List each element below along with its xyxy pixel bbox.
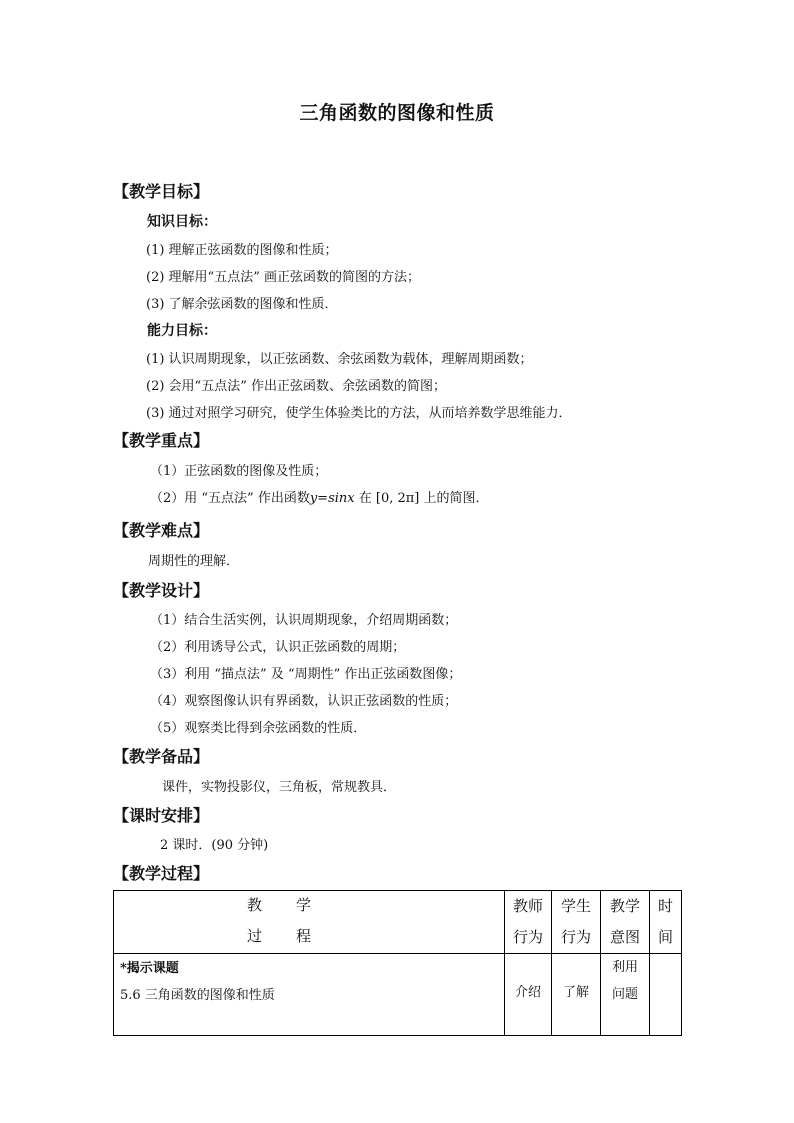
table-header-row [114,891,682,954]
intent-line2: 问题 [611,987,638,1002]
header-time-line1: 时 [657,897,673,915]
header-teacher-line2: 行为 [512,928,543,946]
row-section-title: *揭示课题 [120,961,179,976]
header-intent [601,891,650,954]
key-point-item [150,487,489,506]
design-item: （3）利用 “描点法” 及 “周期性” 作出正弦函数图像； [150,667,462,682]
materials-heading: 【教学备品】 [113,747,210,766]
teacher-cell: 介绍 [505,954,552,1036]
knowledge-heading: 知识目标： [147,214,217,230]
time-cell [650,954,682,1036]
key-point-suffix: 上的简图． [419,491,489,506]
header-process-line2: 过程 [247,927,346,945]
schedule-heading: 【课时安排】 [113,806,210,825]
process-table [113,890,682,1036]
objectives-heading: 【教学目标】 [113,182,210,201]
header-student-line2: 行为 [560,928,591,946]
ability-heading: 能力目标： [147,323,217,339]
header-process-line1: 教学 [247,896,346,914]
design-item: （1）结合生活实例，认识周期现象，介绍周期函数； [150,613,458,628]
header-teacher-line1: 教师 [512,897,543,915]
ability-item: (2) 会用“五点法” 作出正弦函数、余弦函数的简图； [146,379,446,394]
schedule-text: 2 课时．(90 分钟) [160,838,269,853]
knowledge-item: (1) 理解正弦函数的图像和性质； [146,243,338,258]
function-formula: y=sinx [309,491,355,506]
materials-text: 课件，实物投影仪，三角板，常规教具． [162,780,397,795]
header-intent-line2: 意图 [609,928,640,946]
knowledge-item: (3) 了解余弦函数的图像和性质． [146,297,338,312]
intent-cell [601,954,650,1036]
ability-item: (3) 通过对照学习研究，使学生体验类比的方法，从而培养数学思维能力． [146,406,572,421]
ability-item: (1) 认识周期现象，以正弦函数、余弦函数为载体，理解周期函数； [146,352,533,367]
design-item: （5）观察类比得到余弦函数的性质． [150,721,367,736]
key-point-mid: 在 [354,491,376,506]
header-intent-line1: 教学 [609,897,640,915]
student-cell: 了解 [552,954,601,1036]
header-teacher [505,891,552,954]
key-point-item: （1）正弦函数的图像及性质； [150,464,328,479]
knowledge-item: (2) 理解用“五点法” 画正弦函数的简图的方法； [146,270,420,285]
design-item: （4）观察图像认识有界函数，认识正弦函数的性质； [150,694,458,709]
header-student [552,891,601,954]
difficulty-text: 周期性的理解． [148,554,240,569]
page-title: 三角函数的图像和性质 [299,102,495,124]
intent-line1: 利用 [611,960,638,975]
process-cell [114,954,505,1036]
table-row [114,954,682,1036]
design-item: （2）利用诱导公式，认识正弦函数的周期； [150,640,406,655]
header-process [114,891,505,954]
header-student-line1: 学生 [560,897,591,915]
key-point-prefix: （2）用 “五点法” 作出函数 [150,491,310,506]
difficulty-heading: 【教学难点】 [113,521,210,540]
row-content: 5.6 三角函数的图像和性质 [120,988,275,1003]
interval-formula: [0, 2π] [375,491,420,506]
design-heading: 【教学设计】 [113,581,210,600]
header-time [650,891,682,954]
key-points-heading: 【教学重点】 [113,431,210,450]
header-time-line2: 间 [657,928,673,946]
process-heading: 【教学过程】 [113,864,210,883]
